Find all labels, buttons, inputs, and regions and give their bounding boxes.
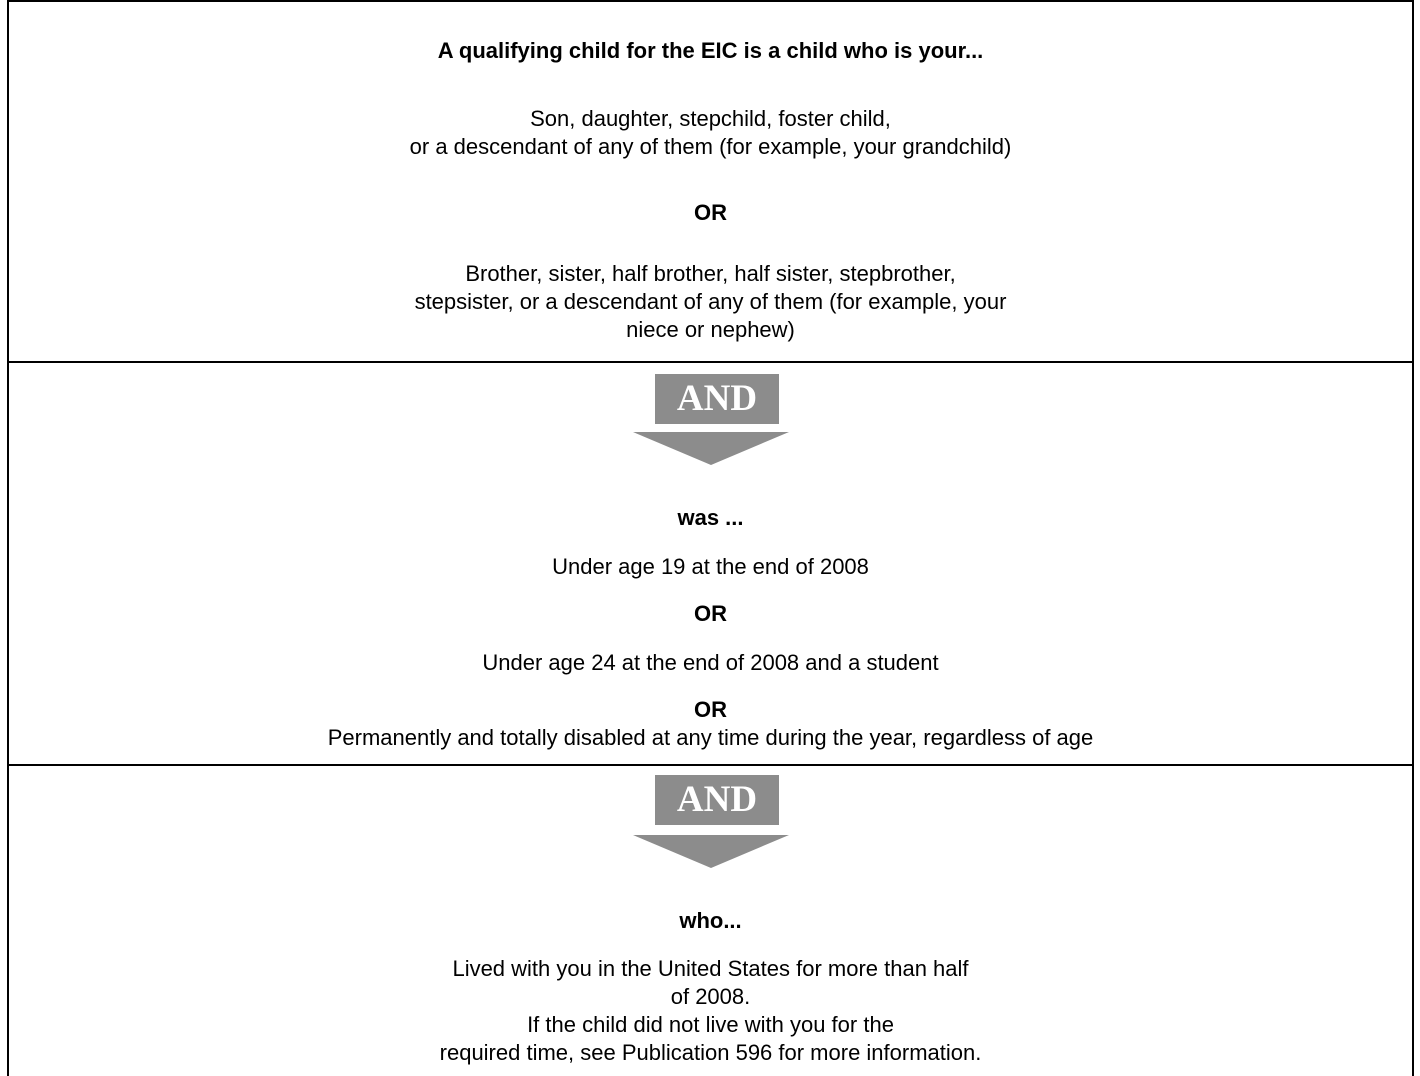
divider-2 — [7, 764, 1414, 766]
section2-or1: OR — [694, 601, 727, 626]
divider-1 — [7, 361, 1414, 363]
section2-option3: Permanently and totally disabled at any time during the year, regardless of age — [327, 725, 1094, 750]
section2-option1: Under age 19 at the end of 2008 — [552, 554, 869, 579]
section2-option2: Under age 24 at the end of 2008 and a student — [482, 650, 939, 675]
section3-text: Lived with you in the United States for more than half of 2008. If the child did not live with you for the required time, see Publication 596 for more information. — [439, 956, 982, 1065]
section2-heading: was ... — [677, 505, 744, 530]
section2-or2: OR — [694, 697, 727, 722]
and-connector-2: AND — [655, 775, 779, 825]
section1-or: OR — [694, 200, 727, 225]
down-arrow-icon — [633, 432, 789, 465]
and-connector-1: AND — [655, 374, 779, 424]
section1-heading: A qualifying child for the EIC is a child who is your... — [437, 38, 984, 63]
section1-option1: Son, daughter, stepchild, foster child, or a descendant of any of them (for example, your grandchild) — [409, 106, 1012, 159]
section1-option2: Brother, sister, half brother, half sister, stepbrother, stepsister, or a descendant of any of them (for example, your niece or nephew) — [414, 261, 1007, 342]
down-arrow-icon — [633, 835, 789, 868]
section3-heading: who... — [679, 908, 742, 933]
